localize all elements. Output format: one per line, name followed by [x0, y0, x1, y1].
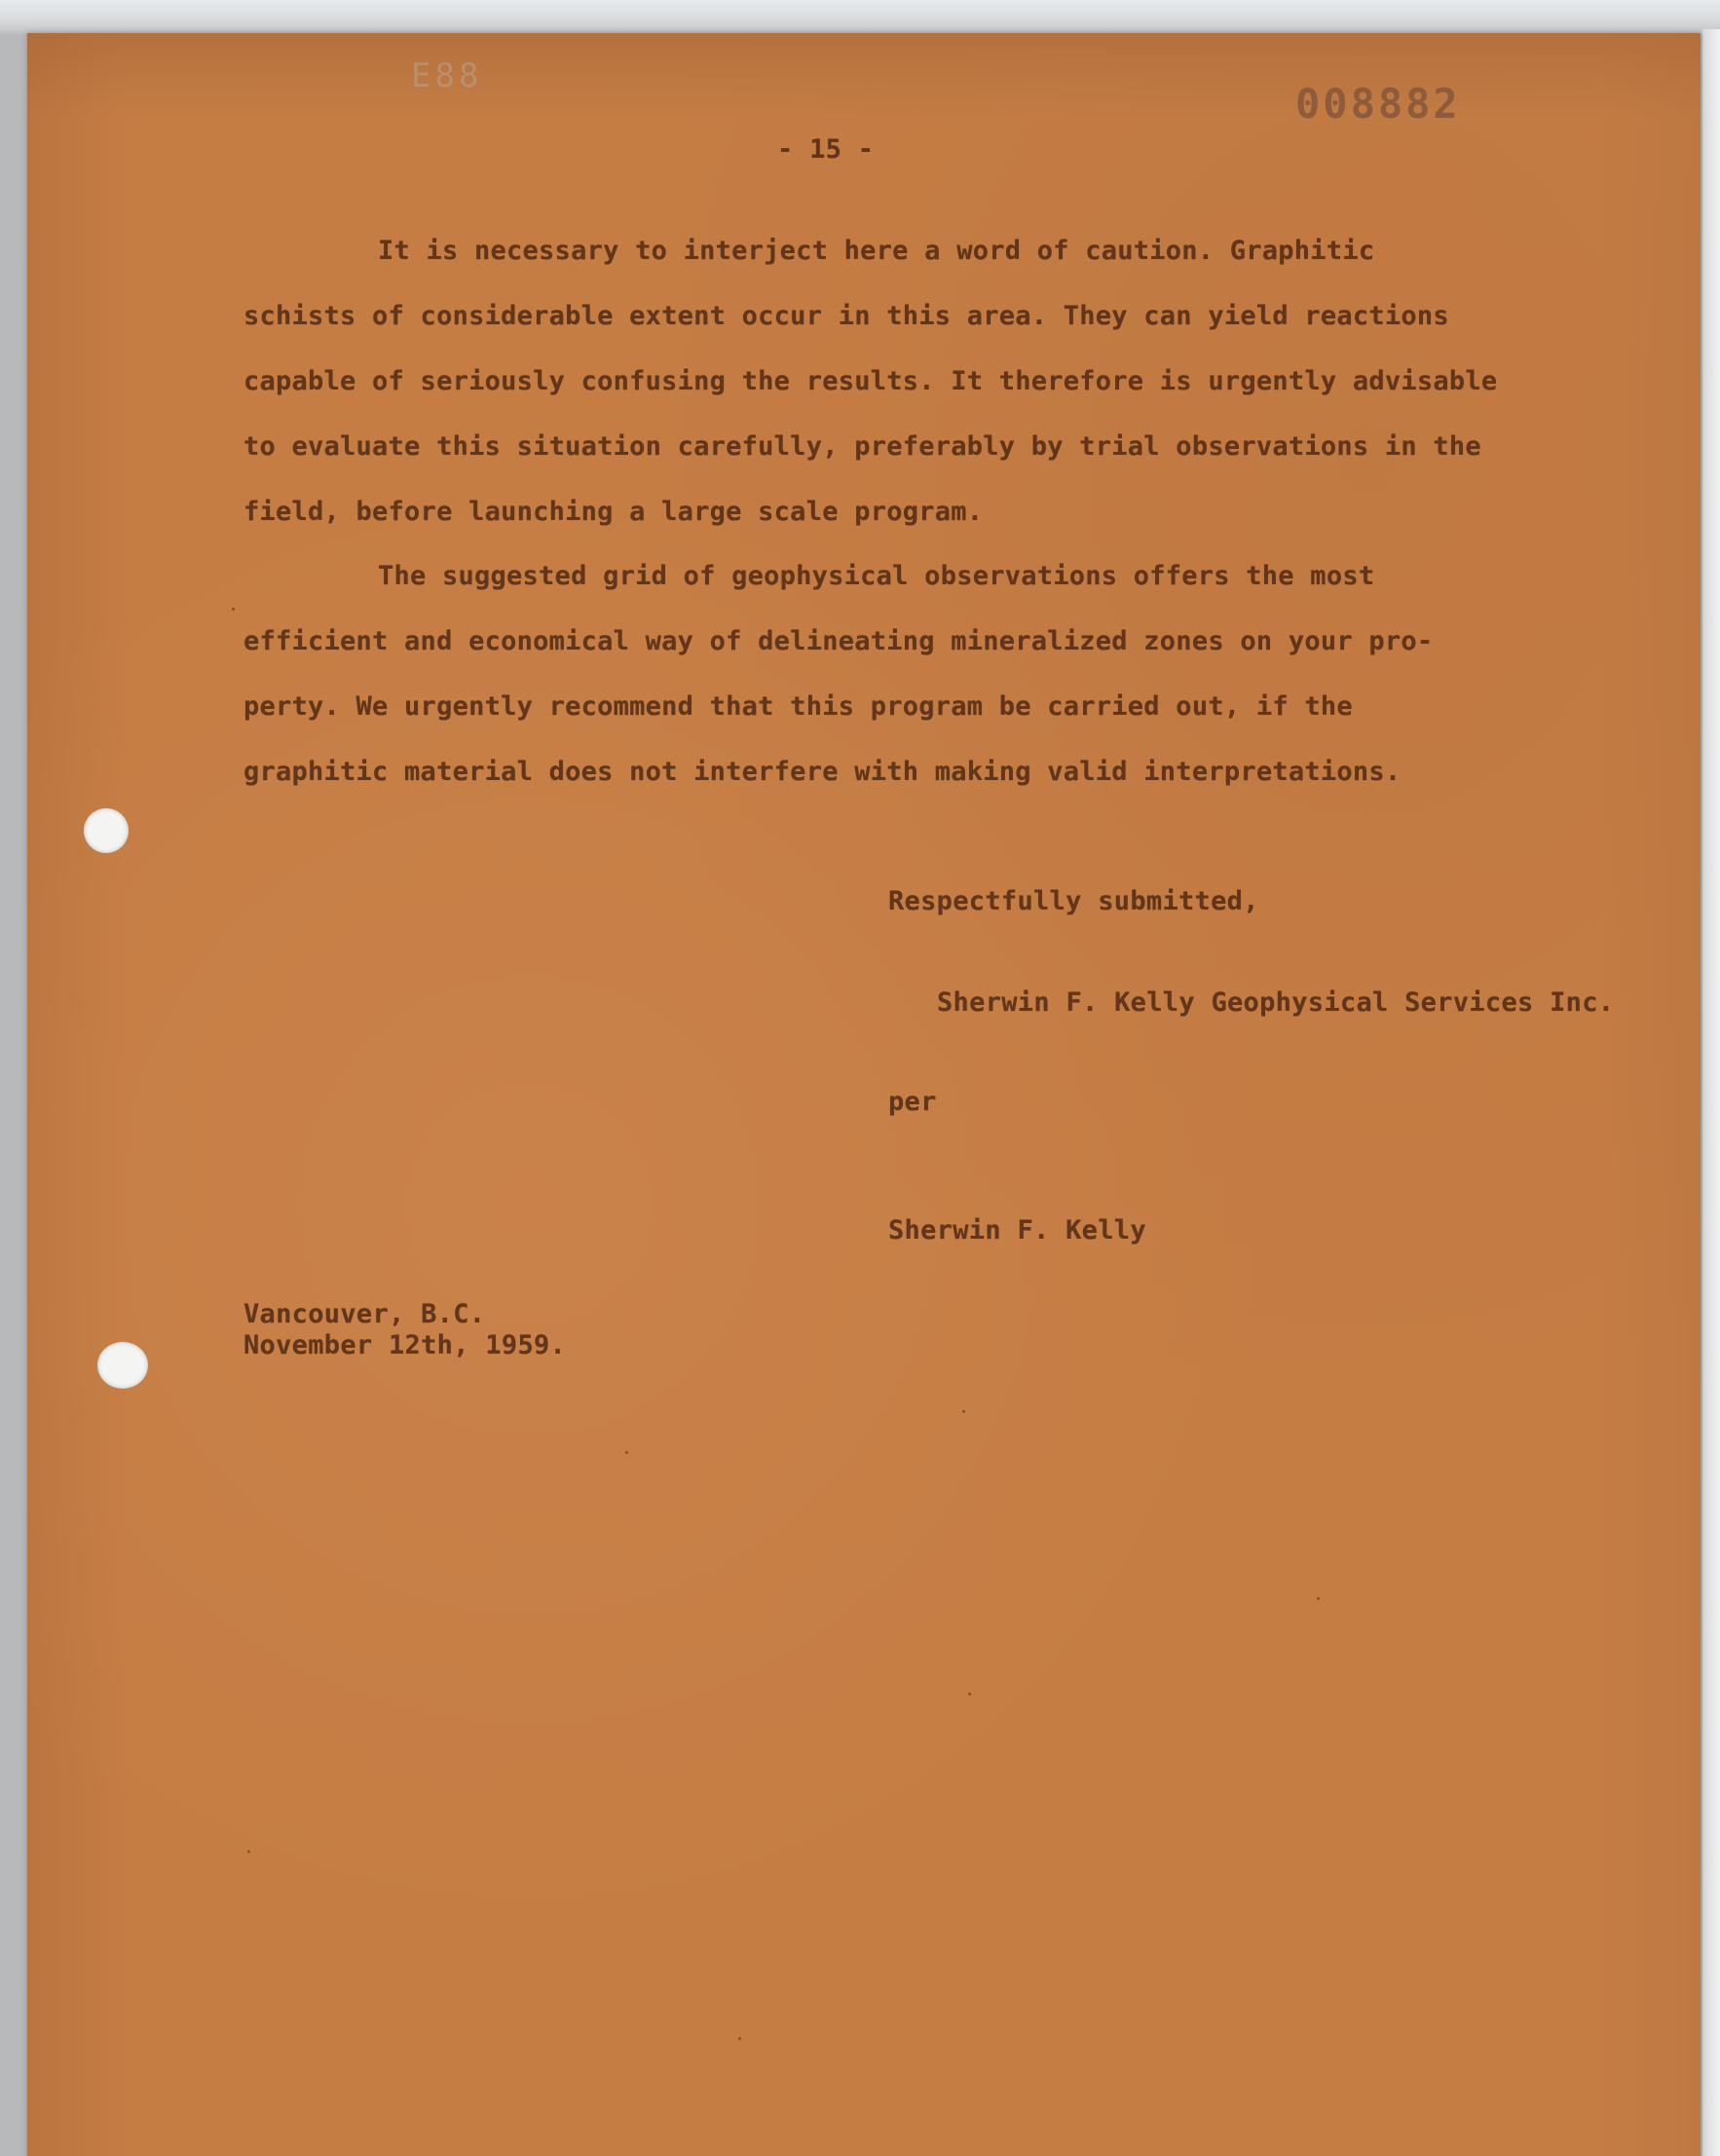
closing-salutation: Respectfully submitted, [888, 886, 1259, 916]
paragraph-line: graphitic material does not interfere with making valid interpretations. [243, 757, 1402, 787]
paragraph-line: It is necessary to interject here a word of caution. Graphitic [378, 236, 1375, 266]
scan-speck [968, 1692, 971, 1695]
scan-speck [962, 1410, 965, 1413]
paragraph-line: perty. We urgently recommend that this program be carried out, if the [243, 691, 1353, 722]
scan-speck [1317, 1597, 1320, 1600]
place-line: Vancouver, B.C. [243, 1299, 486, 1329]
punch-hole-upper [84, 808, 129, 853]
scan-speck [232, 608, 235, 611]
paragraph-line: field, before launching a large scale program. [243, 497, 984, 527]
paragraph-line: efficient and economical way of delineating mineralized zones on your pro- [243, 626, 1434, 656]
paragraph-line: capable of seriously confusing the results. It therefore is urgently advisable [243, 366, 1498, 396]
paragraph-line: schists of considerable extent occur in this area. They can yield reactions [243, 301, 1449, 331]
company-name: Sherwin F. Kelly Geophysical Services Inc. [937, 987, 1615, 1018]
faint-stamp-top-left: E88 [411, 56, 483, 95]
scan-speck [625, 1451, 628, 1454]
per-label: per [888, 1087, 937, 1117]
signatory-name: Sherwin F. Kelly [888, 1215, 1146, 1245]
date-line: November 12th, 1959. [243, 1330, 567, 1360]
punch-hole-lower [97, 1342, 148, 1389]
document-number-stamp: 008882 [1295, 80, 1461, 128]
scanner-edge [1702, 29, 1720, 2156]
scan-speck [247, 1850, 250, 1853]
paragraph-line: The suggested grid of geophysical observations offers the most [378, 561, 1375, 591]
scan-speck [738, 2037, 741, 2040]
document-page [27, 33, 1701, 2156]
paragraph-line: to evaluate this situation carefully, preferably by trial observations in the [243, 431, 1481, 462]
page-number: - 15 - [777, 134, 875, 165]
